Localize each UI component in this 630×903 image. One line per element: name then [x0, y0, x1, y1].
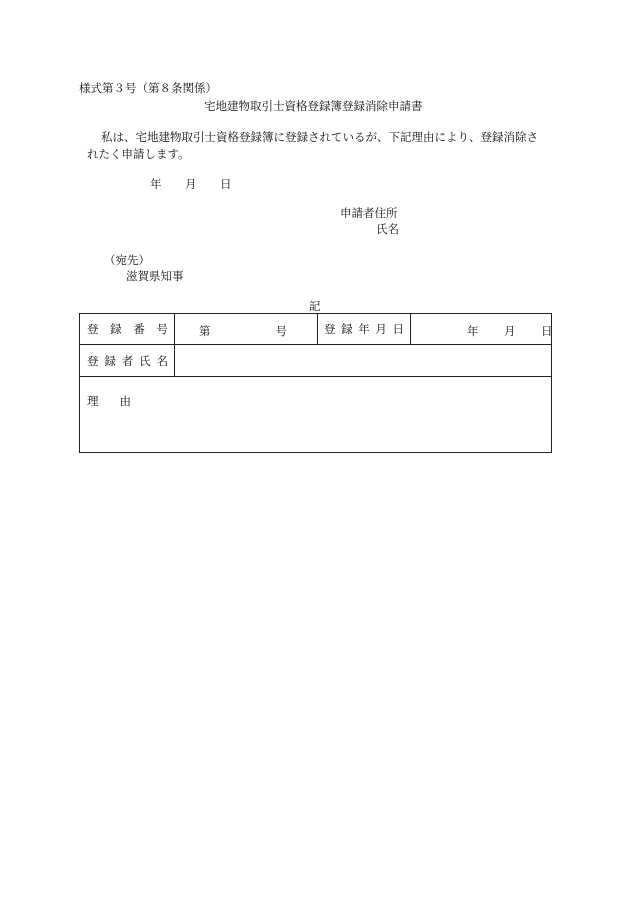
body-text-line-1: 私は、宅地建物取引士資格登録簿に登録されているが、下記理由により、登録消除さ [101, 130, 538, 144]
document-title: 宅地建物取引士資格登録簿登録消除申請書 [204, 99, 423, 113]
registration-table [79, 313, 552, 453]
reg-date-label-cell [318, 314, 411, 345]
applicant-address-label: 申請者住所 [340, 206, 398, 220]
addressee-prefix: （宛先） [104, 253, 150, 267]
reg-number-prefix: 第 [199, 324, 211, 338]
table-row [80, 345, 552, 377]
applicant-name-label: 氏名 [376, 222, 399, 236]
reg-date-year: 年 [467, 324, 479, 338]
reason-cell[interactable] [80, 377, 552, 453]
reg-number-suffix: 号 [275, 324, 287, 338]
registrant-label-char: 録 [104, 353, 116, 368]
ki-heading: 記 [309, 299, 321, 313]
registrant-label-char: 者 [121, 353, 134, 368]
body-text-line-2: れたく申請します。 [87, 147, 190, 161]
reg-date-label-char: 年 [358, 322, 370, 336]
reg-number-label-char: 録 [110, 322, 122, 336]
reg-date-label-char: 月 [375, 322, 387, 336]
table-row [80, 314, 552, 345]
reg-date-month: 月 [504, 324, 516, 338]
form-number: 様式第３号（第８条関係） [79, 81, 217, 95]
reason-label-char: 理 [87, 394, 99, 408]
reg-date-label-char: 録 [341, 322, 353, 336]
registrant-label-cell [80, 345, 175, 377]
date-day-label: 日 [220, 177, 232, 191]
reg-date-value-cell[interactable] [411, 314, 552, 345]
reg-number-label-char: 番 [133, 322, 145, 336]
table-row [80, 377, 552, 453]
registrant-label-char: 名 [156, 353, 168, 368]
date-month-label: 月 [185, 177, 197, 191]
registrant-name-value-cell[interactable] [175, 345, 552, 377]
reg-number-label-cell [80, 314, 175, 345]
reg-date-day: 日 [541, 324, 553, 338]
addressee-name: 滋賀県知事 [126, 269, 184, 283]
reg-number-value-cell[interactable] [175, 314, 318, 345]
reason-label [87, 393, 131, 409]
registrant-label-char: 氏 [139, 353, 151, 368]
reason-label-char: 由 [119, 394, 131, 408]
reg-number-label-char: 登 [87, 322, 99, 336]
reg-date-label-char: 日 [392, 322, 404, 336]
date-year-label: 年 [150, 177, 162, 191]
reg-number-label-char: 号 [156, 322, 168, 336]
registrant-label-char: 登 [87, 353, 99, 368]
reg-date-label-char: 登 [324, 322, 336, 336]
